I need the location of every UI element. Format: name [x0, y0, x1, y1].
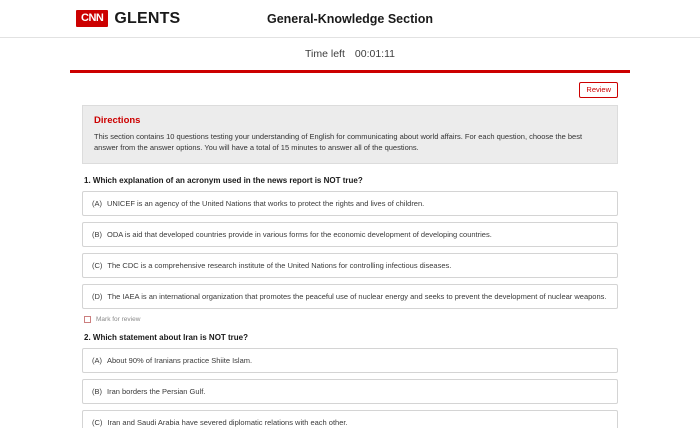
- mark-for-review-label: Mark for review: [96, 316, 141, 323]
- content-area: [0, 98, 700, 428]
- option-label: (B): [92, 387, 102, 396]
- timer-bar: [0, 38, 700, 70]
- option-text: ODA is aid that developed countries provide in various forms for the economic development of developing countries.: [107, 230, 492, 239]
- brand: [76, 10, 180, 28]
- answer-option[interactable]: [82, 410, 618, 428]
- option-text: The CDC is a comprehensive research institute of the United Nations for controlling infectious diseases.: [107, 261, 452, 270]
- option-label: (A): [92, 356, 102, 365]
- answer-option[interactable]: [82, 222, 618, 247]
- option-label: (D): [92, 292, 103, 301]
- app-header: [0, 0, 700, 38]
- review-button[interactable]: Review: [579, 82, 618, 98]
- cnn-logo-icon: CNN: [76, 10, 108, 27]
- question-block-2: [82, 333, 618, 428]
- questions-list: [82, 176, 618, 428]
- brand-name: GLENTS: [114, 9, 181, 27]
- question-prompt: 1. Which explanation of an acronym used in the news report is NOT true?: [84, 176, 363, 185]
- option-label: (B): [92, 230, 102, 239]
- answer-option[interactable]: [82, 253, 618, 278]
- answer-option[interactable]: [82, 348, 618, 373]
- directions-title: Directions: [94, 115, 141, 126]
- directions-panel: [82, 105, 618, 164]
- mark-for-review-row[interactable]: [84, 316, 618, 323]
- answer-option[interactable]: [82, 284, 618, 309]
- answer-option[interactable]: [82, 191, 618, 216]
- option-text: The IAEA is an international organization that promotes the peaceful use of nuclear energy and seeks to prevent the development of nuclear weapons.: [107, 292, 607, 301]
- option-text: UNICEF is an agency of the United Nations that works to protect the rights and lives of children.: [107, 199, 425, 208]
- option-label: (C): [92, 261, 103, 270]
- option-text: Iran borders the Persian Gulf.: [107, 387, 206, 396]
- directions-text: This section contains 10 questions testing your understanding of English for communicating about world affairs. For each question, choose the best answer from the answer options. You will have a total of 15 minutes to answer all of the questions.: [94, 132, 583, 152]
- mark-for-review-checkbox[interactable]: [84, 316, 91, 323]
- option-label: (C): [92, 418, 103, 427]
- review-row: [0, 73, 700, 98]
- question-block-1: [82, 176, 618, 323]
- option-label: (A): [92, 199, 102, 208]
- question-prompt: 2. Which statement about Iran is NOT true?: [84, 333, 249, 342]
- option-text: About 90% of Iranians practice Shiite Islam.: [107, 356, 253, 365]
- timer-label: Time left: [305, 48, 345, 60]
- option-text: Iran and Saudi Arabia have severed diplomatic relations with each other.: [107, 418, 348, 427]
- timer-value: 00:01:11: [354, 48, 395, 60]
- answer-option[interactable]: [82, 379, 618, 404]
- page-title: General-Knowledge Section: [266, 11, 433, 26]
